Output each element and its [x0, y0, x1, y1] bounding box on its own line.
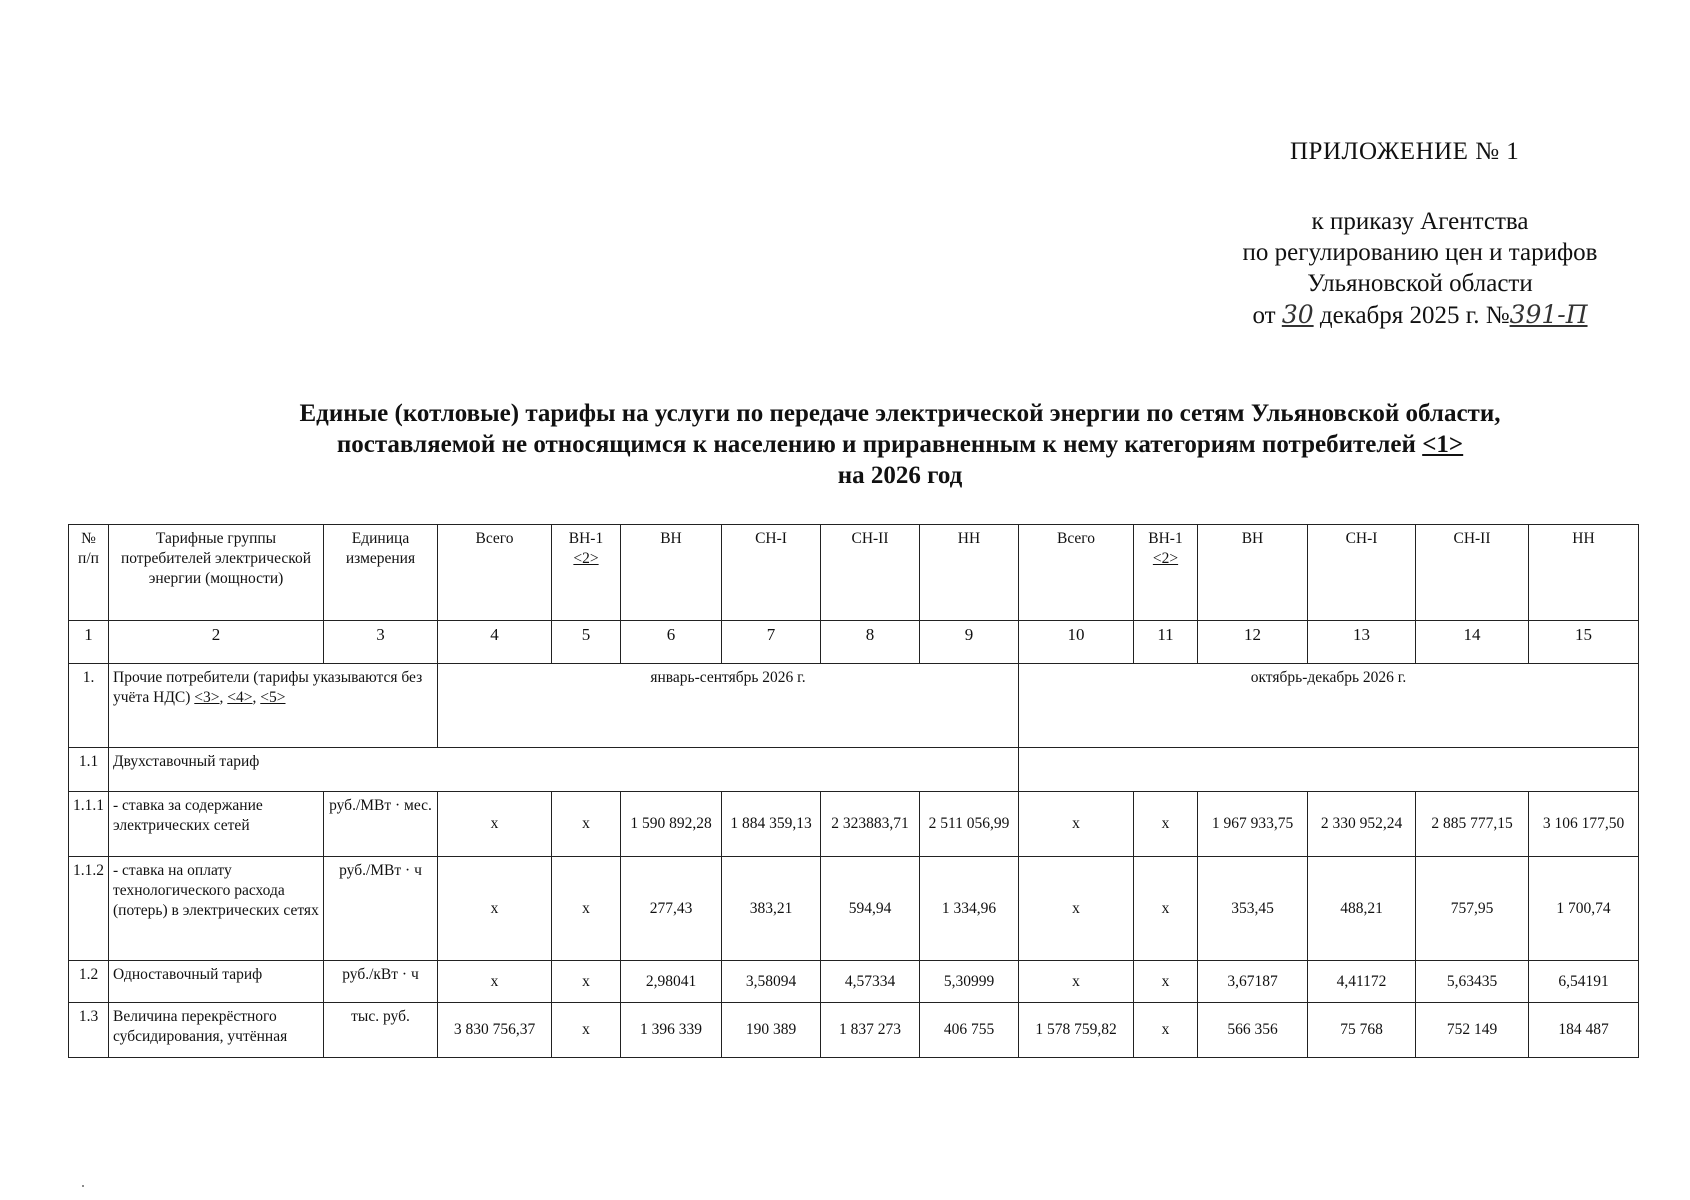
table-cell: 1 334,96	[920, 857, 1019, 961]
table-row-1-1	[69, 748, 1639, 792]
date-prefix: от	[1252, 302, 1276, 329]
table-cell: 1 590 892,28	[621, 792, 722, 857]
footnote-link-5[interactable]: <5>	[260, 689, 286, 706]
heading-line-3: на 2026 год	[837, 462, 963, 489]
column-number: 9	[920, 621, 1019, 664]
order-number-handwritten: 391-П	[1509, 300, 1588, 329]
table-cell: 383,21	[722, 857, 821, 961]
date-text: декабря 2025 г. №	[1319, 302, 1510, 329]
table-cell: x	[1134, 857, 1198, 961]
table-cell: 488,21	[1308, 857, 1416, 961]
table-cell: x	[1019, 961, 1134, 1003]
table-cell: 277,43	[621, 857, 722, 961]
table-cell: 4,57334	[821, 961, 920, 1003]
table-row-1-1-2	[69, 857, 1639, 961]
row-label: Прочие потребители (тарифы указываются без учёта НДС) <3>, <4>, <5>	[109, 664, 438, 748]
table-cell: 1 884 359,13	[722, 792, 821, 857]
row-label: Одноставочный тариф	[109, 961, 324, 1003]
table-cell: x	[552, 1003, 621, 1058]
date-day-handwritten: 30	[1281, 300, 1314, 329]
order-line-2: по регулированию цен и тарифов	[1242, 239, 1598, 266]
row-unit: руб./МВт · ч	[324, 857, 438, 961]
column-number: 12	[1198, 621, 1308, 664]
document-heading	[160, 398, 1640, 491]
table-cell: 5,30999	[920, 961, 1019, 1003]
table-row-1	[69, 664, 1639, 748]
table-row-1-1-1	[69, 792, 1639, 857]
table-cell: x	[1134, 961, 1198, 1003]
table-cell: x	[1134, 792, 1198, 857]
table-cell: 5,63435	[1416, 961, 1529, 1003]
column-number: 5	[552, 621, 621, 664]
period-oct-dec: октябрь-декабрь 2026 г.	[1019, 664, 1639, 748]
column-number: 14	[1416, 621, 1529, 664]
table-cell: 2 511 056,99	[920, 792, 1019, 857]
table-cell: 1 700,74	[1529, 857, 1639, 961]
table-cell: 190 389	[722, 1003, 821, 1058]
table-cell: 1 967 933,75	[1198, 792, 1308, 857]
header-sn1-2: СН-I	[1308, 525, 1416, 621]
order-line-1: к приказу Агентства	[1311, 208, 1529, 235]
footnote-link-4[interactable]: <4>	[227, 689, 253, 706]
appendix-title: ПРИЛОЖЕНИЕ № 1	[1290, 138, 1520, 165]
row-unit: руб./кВт · ч	[324, 961, 438, 1003]
table-cell: x	[438, 792, 552, 857]
column-number: 2	[109, 621, 324, 664]
header-unit: Единица измерения	[324, 525, 438, 621]
header-row	[69, 525, 1639, 621]
header-sn2-2: СН-II	[1416, 525, 1529, 621]
header-vn1-2	[1134, 525, 1198, 621]
table-cell: 3 830 756,37	[438, 1003, 552, 1058]
footnote-link-3[interactable]: <3>	[194, 689, 220, 706]
header-sn2-1: СН-II	[821, 525, 920, 621]
column-number: 11	[1134, 621, 1198, 664]
header-nn-2: НН	[1529, 525, 1639, 621]
table-cell: x	[1019, 857, 1134, 961]
table-cell: 4,41172	[1308, 961, 1416, 1003]
table-row-1-2	[69, 961, 1639, 1003]
column-numbers-row	[69, 621, 1639, 664]
row-number: 1.	[69, 664, 109, 748]
table-cell: x	[552, 792, 621, 857]
header-nn-1: НН	[920, 525, 1019, 621]
column-number: 3	[324, 621, 438, 664]
tariff-table	[68, 524, 1639, 1058]
column-number: 1	[69, 621, 109, 664]
row-number: 1.2	[69, 961, 109, 1003]
row-number: 1.1.1	[69, 792, 109, 857]
header-vn1-label: ВН-1	[1148, 530, 1183, 547]
header-total-2: Всего	[1019, 525, 1134, 621]
table-cell: 6,54191	[1529, 961, 1639, 1003]
heading-line-2	[160, 429, 1640, 460]
footnote-link-2[interactable]: <2>	[573, 550, 599, 567]
table-cell: 2 885 777,15	[1416, 792, 1529, 857]
header-vn1-1	[552, 525, 621, 621]
order-reference	[1200, 206, 1640, 331]
table-cell: 75 768	[1308, 1003, 1416, 1058]
footnote-link-1[interactable]: <1>	[1422, 431, 1464, 458]
row-label: - ставка на оплату технологического расхода (потерь) в электрических сетях	[109, 857, 324, 961]
table-cell: 3,58094	[722, 961, 821, 1003]
row-number: 1.1.2	[69, 857, 109, 961]
table-cell: x	[1134, 1003, 1198, 1058]
header-groups: Тарифные группы потребителей электрической энергии (мощности)	[109, 525, 324, 621]
table-cell: x	[438, 961, 552, 1003]
table-cell: 594,94	[821, 857, 920, 961]
table-cell: 353,45	[1198, 857, 1308, 961]
heading-line-1: Единые (котловые) тарифы на услуги по передаче электрической энергии по сетям Ульяновской области,	[299, 400, 1501, 427]
table-cell: 566 356	[1198, 1003, 1308, 1058]
table-cell: 2,98041	[621, 961, 722, 1003]
column-number: 8	[821, 621, 920, 664]
header-vn-2: ВН	[1198, 525, 1308, 621]
table-cell: x	[438, 857, 552, 961]
table-cell: x	[1019, 792, 1134, 857]
table-cell: 1 578 759,82	[1019, 1003, 1134, 1058]
empty-cell	[1019, 748, 1639, 792]
column-number: 7	[722, 621, 821, 664]
table-cell: 1 837 273	[821, 1003, 920, 1058]
row-unit: руб./МВт · мес.	[324, 792, 438, 857]
column-number: 4	[438, 621, 552, 664]
row-label: - ставка за содержание электрических сетей	[109, 792, 324, 857]
header-vn1-label: ВН-1	[568, 530, 604, 547]
row-unit: тыс. руб.	[324, 1003, 438, 1058]
row-label: Двухставочный тариф	[109, 748, 1019, 792]
table-cell: 406 755	[920, 1003, 1019, 1058]
order-date-line	[1252, 299, 1587, 331]
table-cell: x	[552, 961, 621, 1003]
column-number: 15	[1529, 621, 1639, 664]
heading-line-2-text: поставляемой не относящимся к населению и приравненным к нему категориям потребителей	[336, 431, 1416, 458]
header-total-1: Всего	[438, 525, 552, 621]
row-label: Величина перекрёстного субсидирования, учтённая	[109, 1003, 324, 1058]
footnote-link-2[interactable]: <2>	[1152, 550, 1179, 567]
header-vn-1: ВН	[621, 525, 722, 621]
table-cell: 184 487	[1529, 1003, 1639, 1058]
row-number: 1.3	[69, 1003, 109, 1058]
column-number: 6	[621, 621, 722, 664]
table-cell: 2 330 952,24	[1308, 792, 1416, 857]
period-jan-sep: январь-сентябрь 2026 г.	[438, 664, 1019, 748]
row-label-text: Прочие потребители (тарифы указываются без учёта НДС)	[113, 669, 423, 706]
column-number: 13	[1308, 621, 1416, 664]
table-row-1-3	[69, 1003, 1639, 1058]
table-cell: 2 323883,71	[821, 792, 920, 857]
table-cell: 3,67187	[1198, 961, 1308, 1003]
table-cell: x	[552, 857, 621, 961]
table-cell: 752 149	[1416, 1003, 1529, 1058]
table-cell: 757,95	[1416, 857, 1529, 961]
column-number: 10	[1019, 621, 1134, 664]
row-number: 1.1	[69, 748, 109, 792]
table-cell: 3 106 177,50	[1529, 792, 1639, 857]
header-num: № п/п	[69, 525, 109, 621]
scan-artifact	[82, 1185, 84, 1187]
table-cell: 1 396 339	[621, 1003, 722, 1058]
order-line-3: Ульяновской области	[1307, 270, 1533, 297]
header-sn1-1: СН-I	[722, 525, 821, 621]
